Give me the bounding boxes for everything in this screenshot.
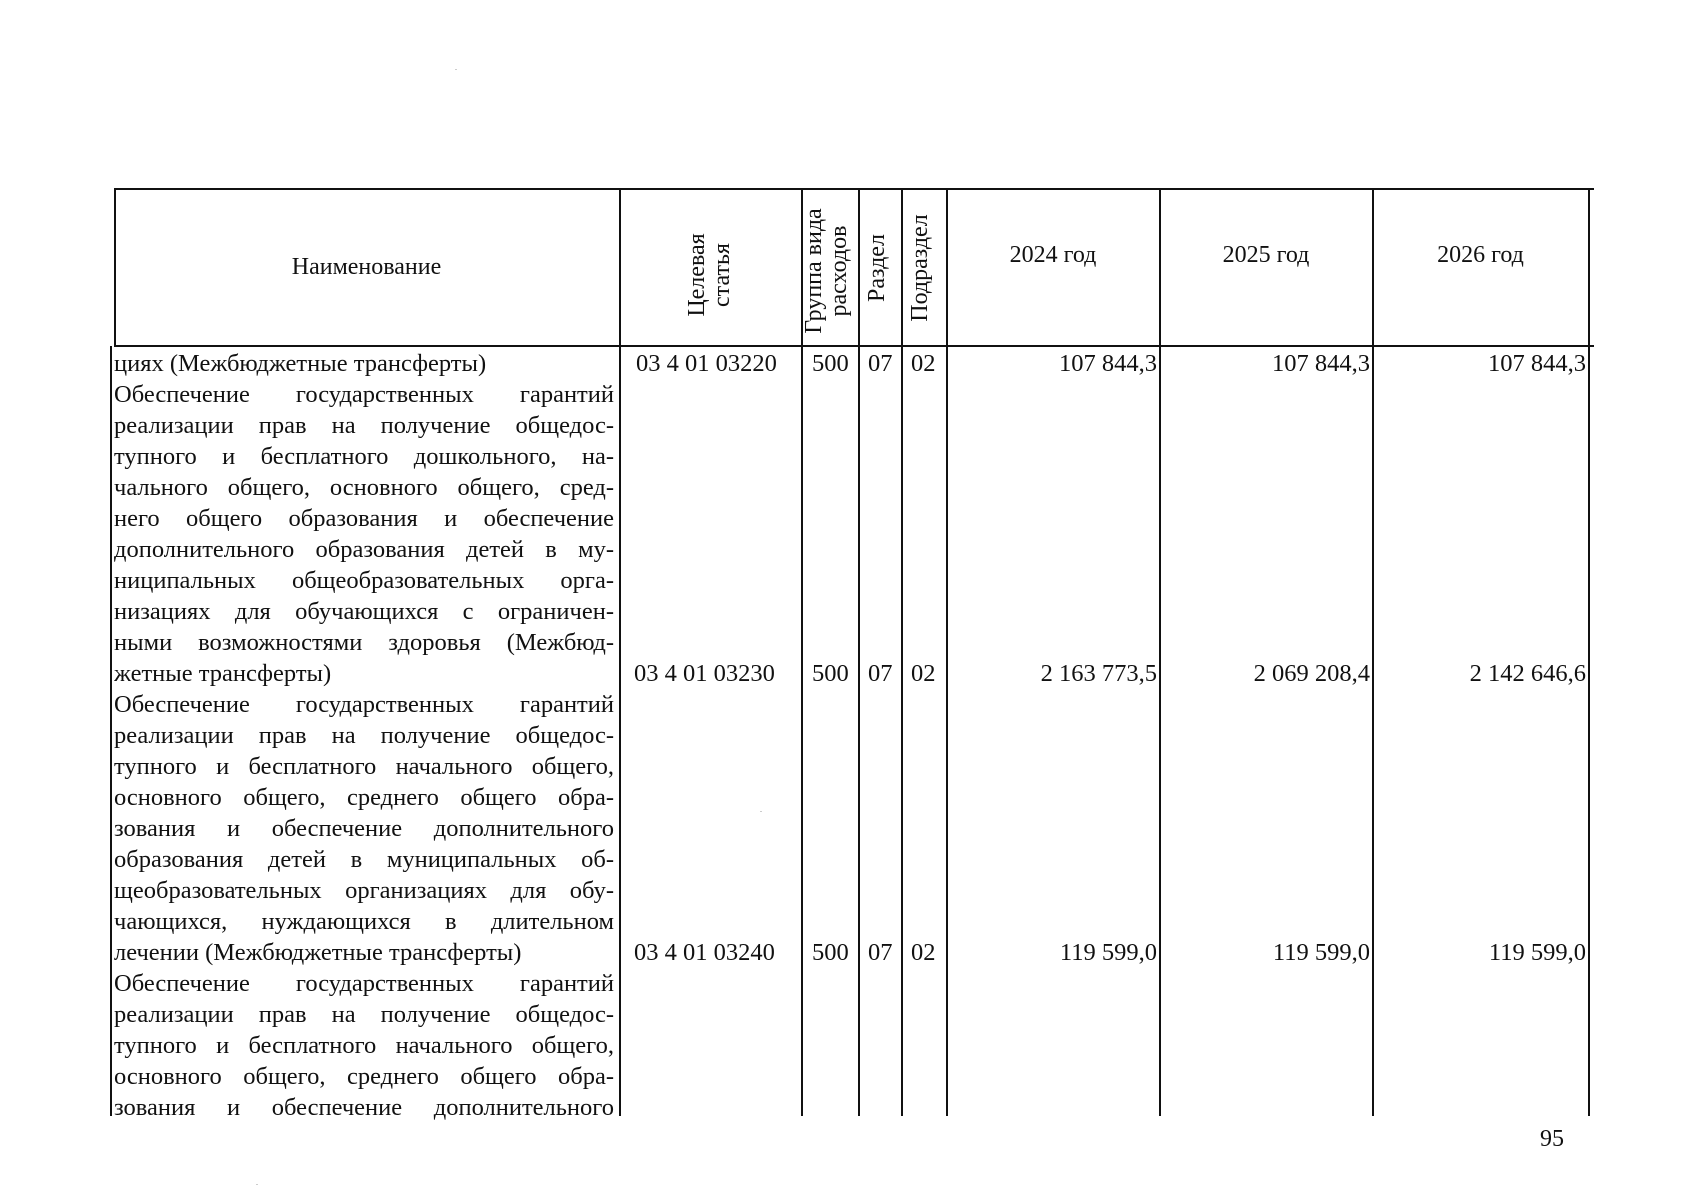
table-cell-subsection: 02 [911,939,936,966]
name-text-line: образования детей в муниципальных об- [114,846,614,873]
name-text-line: чального общего, основного общего, сред- [114,474,614,501]
header-expense-group: Группа вида расходов [801,208,852,334]
header-section: Раздел [864,234,890,302]
table-cell-2025: 119 599,0 [1272,939,1370,966]
col-border-left-body [110,346,112,1116]
name-text-line: Обеспечение государственных гарантий [114,381,614,408]
table-cell-2024: 119 599,0 [1059,939,1157,966]
table-cell-2026: 107 844,3 [1488,350,1586,377]
table-cell-code: 03 4 01 03240 [634,939,775,966]
name-text-line: Обеспечение государственных гарантий [114,970,614,997]
name-text-line: ниципальных общеобразовательных орга- [114,567,614,594]
header-year-2026: 2026 год [1437,242,1524,268]
table-cell-section: 07 [868,939,893,966]
name-text-line: основного общего, среднего общего обра- [114,1063,614,1090]
name-text-line: циях (Межбюджетные трансферты) [114,350,487,377]
scan-speck [760,811,762,812]
name-text-line: тупного и бесплатного начального общего, [114,753,614,780]
table-cell-2025: 107 844,3 [1272,350,1370,377]
name-text-line: жетные трансферты) [114,660,332,687]
table-cell-2024: 2 163 773,5 [1040,660,1157,687]
col-border-2024 [1159,188,1161,1116]
name-text-line: зования и обеспечение дополнительного [114,815,614,842]
scan-speck [256,1184,258,1185]
name-text-line: тупного и бесплатного дошкольного, на- [114,443,614,470]
table-cell-section: 07 [868,350,893,377]
table-cell-code: 03 4 01 03230 [634,660,775,687]
name-text-line: реализации прав на получение общедос- [114,722,614,749]
table-cell-code: 03 4 01 03220 [636,350,777,377]
name-text-line: него общего образования и обеспечение [114,505,614,532]
name-text-line: основного общего, среднего общего обра- [114,784,614,811]
name-text-line: ными возможностями здоровья (Межбюд- [114,629,614,656]
name-text-line: щеобразовательных организациях для обу- [114,877,614,904]
col-border-section [901,188,903,1116]
col-border-2025 [1372,188,1374,1116]
name-text-line: реализации прав на получение общедос- [114,1001,614,1028]
table-cell-subsection: 02 [911,350,936,377]
col-border-right [1588,188,1590,1116]
table-cell-group: 500 [812,350,849,377]
table-cell-group: 500 [812,939,849,966]
name-text-line: тупного и бесплатного начального общего, [114,1032,614,1059]
table-cell-2025: 2 069 208,4 [1253,660,1370,687]
col-border-name [619,188,621,1116]
table-cell-2026: 119 599,0 [1488,939,1586,966]
header-target-article: Целевая статья [684,233,735,317]
name-text-line: Обеспечение государственных гарантий [114,691,614,718]
name-text-line: чающихся, нуждающихся в длительном [114,908,614,935]
table-cell-2024: 107 844,3 [1059,350,1157,377]
scan-speck [455,69,457,70]
table-cell-group: 500 [812,660,849,687]
header-name: Наименование [291,254,442,280]
name-text-line: дополнительного образования детей в му- [114,536,614,563]
header-year-2025: 2025 год [1222,242,1310,268]
col-border-group [858,188,860,1116]
name-text-line: лечении (Межбюджетные трансферты) [114,939,522,966]
table-cell-section: 07 [868,660,893,687]
name-text-line: реализации прав на получение общедос- [114,412,614,439]
header-subsection: Подраздел [907,214,933,322]
table-cell-subsection: 02 [911,660,936,687]
col-border-subsection [946,188,948,1116]
name-text-line: низациях для обучающихся с ограничен- [114,598,614,625]
page-number: 95 [1540,1126,1564,1152]
header-year-2024: 2024 год [1009,242,1097,268]
table-cell-2026: 2 142 646,6 [1469,660,1586,687]
name-text-line: зования и обеспечение дополнительного [114,1094,614,1121]
